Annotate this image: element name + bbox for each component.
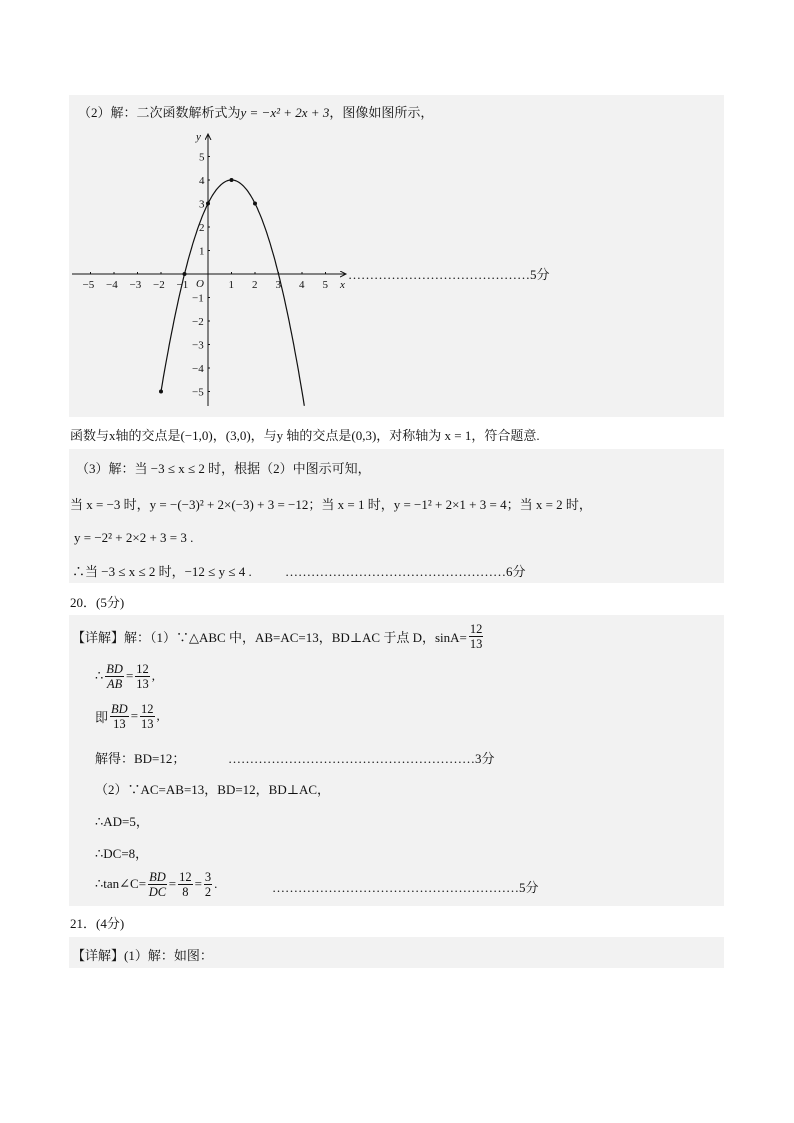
bd-13-fraction bbox=[110, 702, 129, 731]
x-tick-label: 5 bbox=[322, 279, 328, 291]
q19-graph-leader bbox=[348, 264, 550, 283]
eight-den: 8 bbox=[182, 884, 189, 899]
q20-line4-score bbox=[228, 748, 495, 767]
bd-ab-numerator: BD bbox=[106, 661, 123, 676]
score-leader-6: ……………………………………………6分 bbox=[285, 564, 526, 579]
sinA-numerator: 12 bbox=[469, 621, 483, 636]
curve-point bbox=[253, 202, 257, 206]
q20-line5 bbox=[95, 779, 330, 798]
q19-part3-line3-text: y = −2² + 2×2 + 3 = 3 . bbox=[74, 530, 194, 545]
q19-part3-line4 bbox=[72, 561, 252, 580]
x-tick-label: 3 bbox=[275, 279, 281, 291]
q20-line5-text: （2）∵AC=AB=13，BD=12，BD⊥AC， bbox=[95, 782, 331, 797]
x-tick-label: 2 bbox=[252, 279, 258, 291]
curve-point bbox=[183, 272, 187, 276]
q19-part3-line2 bbox=[70, 494, 592, 513]
y-tick-label: 1 bbox=[199, 245, 205, 258]
eq-sign-2: = bbox=[130, 708, 139, 723]
q20-line4-text: 解得：BD=12； bbox=[95, 751, 186, 766]
q20-line8-text: ∴tan∠C= bbox=[95, 876, 147, 891]
bd-13-denominator: 13 bbox=[113, 716, 126, 731]
y-tick-label: 5 bbox=[199, 151, 205, 164]
y-tick-label: −3 bbox=[192, 339, 204, 352]
two-den: 2 bbox=[204, 884, 212, 899]
sinA-fraction bbox=[469, 622, 484, 651]
q19-part3-line3 bbox=[74, 530, 193, 546]
y-tick-label: −2 bbox=[192, 316, 204, 328]
y-axis-label: y bbox=[196, 131, 201, 143]
parabola-graph bbox=[68, 126, 368, 411]
x-tick-label: −2 bbox=[153, 279, 165, 291]
q20-header-text: 20．(5分) bbox=[70, 595, 125, 610]
x-tick-label: 4 bbox=[299, 279, 305, 291]
twelve-eighths bbox=[178, 870, 193, 899]
thirteen-den-2: 13 bbox=[141, 716, 154, 731]
bd-ab-denominator: AB bbox=[106, 676, 123, 691]
comma: , bbox=[151, 668, 156, 683]
score-leader-5b: …………………………………………………5分 bbox=[272, 880, 539, 895]
comma-2: , bbox=[156, 708, 160, 723]
q19-part3-score bbox=[285, 561, 526, 580]
q20-line4 bbox=[95, 748, 185, 767]
y-tick-label: 2 bbox=[199, 222, 205, 234]
q19-part2-tail: ，图像如图所示， bbox=[329, 105, 434, 120]
y-tick-label: −1 bbox=[192, 292, 204, 305]
q20-line8 bbox=[95, 867, 217, 901]
twelve-num-2: 12 bbox=[141, 701, 154, 716]
therefore-symbol: ∴ bbox=[95, 668, 104, 683]
q21-line1-text: 【详解】(1）解：如图： bbox=[72, 948, 213, 963]
x-tick-marks bbox=[83, 272, 329, 291]
x-axis-label: x bbox=[340, 279, 345, 291]
q19-part3-line1 bbox=[76, 458, 371, 477]
x-tick-label: −1 bbox=[176, 279, 189, 291]
q20-line7-text: ∴DC=8， bbox=[95, 846, 149, 861]
twelve-thirteenths bbox=[135, 662, 150, 691]
q20-line8-score bbox=[272, 877, 539, 896]
curve-point bbox=[159, 390, 163, 394]
q19-part2-intro-text: （2）解：二次函数解析式为 bbox=[78, 105, 241, 120]
y-tick-marks bbox=[192, 152, 210, 399]
q21-header bbox=[70, 913, 124, 932]
q20-line3 bbox=[95, 700, 160, 732]
q19-intersections bbox=[70, 425, 540, 444]
q19-part3-line1-text: （3）解：当 −3 ≤ x ≤ 2 时，根据（2）中图示可知， bbox=[76, 461, 371, 476]
q19-part3-line2-text: 当 x = −3 时，y = −(−3)² + 2×(−3) + 3 = −12；当 x = 1 时，y = −1² + 2×1 + 3 = 4；当 x = 2 时， bbox=[70, 497, 592, 512]
q20-line1 bbox=[72, 620, 485, 652]
twelve-thirteenths-2 bbox=[140, 702, 155, 731]
x-tick-label: −5 bbox=[82, 279, 95, 291]
three-halves bbox=[204, 870, 212, 899]
curve-point bbox=[230, 178, 234, 182]
q19-intersections-text: 函数与x轴的交点是(−1,0)，(3,0)，与y 轴的交点是(0,3)，对称轴为 x = 1，符合题意. bbox=[70, 428, 540, 443]
x-tick-label: −4 bbox=[106, 279, 118, 291]
three-num: 3 bbox=[204, 869, 212, 884]
q19-formula: y = −x² + 2x + 3 bbox=[240, 105, 330, 120]
bd-dc-denominator: DC bbox=[148, 884, 167, 899]
ji-label: 即 bbox=[95, 709, 109, 725]
eq-sign-4: = bbox=[194, 876, 202, 891]
x-tick-label: −3 bbox=[129, 279, 142, 291]
parabola-curve bbox=[161, 180, 304, 406]
origin-label: O bbox=[196, 278, 204, 290]
q21-line1 bbox=[72, 945, 213, 964]
score-leader-5: ……………………………………5分 bbox=[348, 267, 550, 282]
q20-line7 bbox=[95, 843, 148, 862]
y-tick-label: 3 bbox=[199, 198, 205, 211]
bd-13-numerator: BD bbox=[111, 701, 128, 716]
sinA-denominator: 13 bbox=[469, 636, 483, 651]
q20-line1-text: 【详解】解：（1）∵△ABC 中，AB=AC=13，BD⊥AC 于点 D，sinA= bbox=[72, 629, 467, 645]
q19-part3-line4-text: ∴当 −3 ≤ x ≤ 2 时，−12 ≤ y ≤ 4 . bbox=[72, 564, 252, 579]
eq-sign: = bbox=[125, 668, 134, 683]
y-tick-label: 4 bbox=[199, 175, 205, 187]
eq-sign-3: = bbox=[168, 876, 177, 891]
q20-line2 bbox=[95, 660, 155, 692]
curve-point bbox=[206, 202, 210, 206]
y-tick-label: −4 bbox=[192, 363, 204, 375]
bd-dc-fraction bbox=[148, 870, 167, 899]
y-tick-label: −5 bbox=[192, 386, 204, 399]
thirteen-den: 13 bbox=[136, 676, 149, 691]
twelve-num: 12 bbox=[136, 661, 149, 676]
period: . bbox=[214, 876, 218, 891]
score-leader-3: …………………………………………………3分 bbox=[228, 751, 495, 766]
q20-line6-text: ∴AD=5， bbox=[95, 814, 149, 829]
twelve-num-3: 12 bbox=[179, 869, 192, 884]
bd-dc-numerator: BD bbox=[149, 869, 166, 884]
x-tick-label: 1 bbox=[228, 279, 234, 291]
bd-ab-fraction bbox=[105, 662, 124, 691]
q20-header bbox=[70, 592, 124, 611]
q21-header-text: 21．(4分) bbox=[70, 916, 125, 931]
q19-part2-intro bbox=[78, 102, 433, 121]
q20-line6 bbox=[95, 811, 149, 830]
